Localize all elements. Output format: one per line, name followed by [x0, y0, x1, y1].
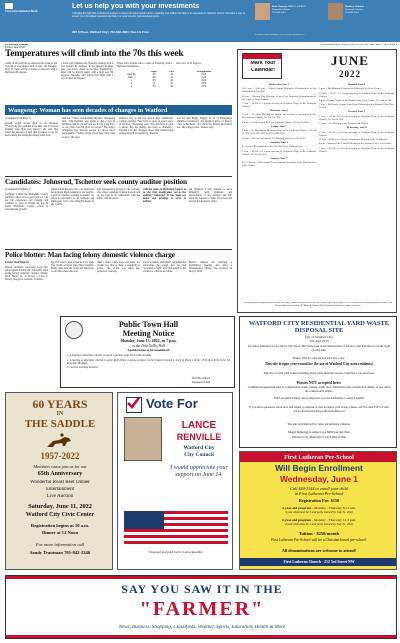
advisor-1-info	[272, 5, 324, 14]
calendar-list-right	[319, 83, 394, 301]
horse-rider-icon	[45, 432, 75, 450]
list-item: Friday, June 3	[271, 125, 287, 129]
saddle-line-3: THE SADDLE	[24, 418, 96, 430]
preschool-will-begin: Will Begin Enrollment	[275, 464, 363, 473]
weather-cell: 69	[152, 75, 156, 79]
list-item: 10 a.m. - McKenzie County Commission Meeting at the Courthouse.	[319, 137, 389, 141]
list-item: 12 p.m. - AA Meeting at the Presbyterian Church.	[319, 122, 369, 126]
weather-cell: 71	[152, 81, 156, 85]
advisor-1-name: Beth Clausen, ChFC®, CLTC®	[272, 5, 306, 8]
preschool-christian: First Lutheran Pre-School will be a Christian based pre-school.	[271, 538, 367, 542]
candidates-headline: Candidates: Johnsrud, Tschetter seek county auditor position	[5, 178, 187, 186]
office-line-2: City Council	[184, 452, 214, 458]
yard-waste-phone: 701-444-2533	[309, 340, 329, 343]
weather-cell: 0.00	[201, 72, 207, 76]
farmer-promo-line-2: "FARMER"	[139, 598, 265, 620]
town-hall-signer: Kari Kovaleva	[192, 377, 210, 380]
weather-cell: 2	[130, 78, 133, 82]
police-col-5: Bazzi's charges are awaiting a preliminary hearing date after a misdemeanor charge was received on May 6, 2022.	[189, 261, 232, 274]
list-item: Monday, June 6	[347, 83, 366, 86]
yard-waste-code: (Watford City Municipal Code 4-204, 4-104)	[291, 436, 347, 439]
yard-waste-monitored: The site is monitored by video surveillance cameras.	[287, 423, 351, 426]
list-item: 6 p.m. - Family Nights at the Watford City Civic Center, 213 2nd St. NE.	[319, 98, 393, 102]
weather-headline: Temperatures will climb into the 70s this week	[5, 49, 184, 59]
saddle-place: Watford City Civic Center	[25, 512, 95, 518]
vote-checkbox-icon	[126, 397, 142, 413]
town-hall-date: Monday, June 13, 2022, at 7 p.m.	[120, 339, 177, 343]
weather-th: Low	[169, 71, 174, 73]
yard-waste-hours: Hours: Will be open for use 24 hours a day.	[292, 357, 346, 360]
preschool-church-bar	[240, 558, 397, 566]
list-item: 8 p.m. - AA Meeting at the First Lutheran Church, 212 3rd St. NW.	[242, 120, 310, 124]
list-item: 5 p.m. - 'Big Mamma' Camp at the Watford City Civic Center.	[319, 87, 382, 91]
weather-byline-title: Farmer Staff Writer	[5, 45, 26, 49]
preschool-call-1: Call 444-3344 to enroll your child	[290, 487, 348, 491]
town-hall-agenda	[67, 354, 230, 376]
weather-cell: 68	[152, 72, 156, 76]
weather-cell: 44	[170, 75, 173, 79]
weather-table	[118, 71, 228, 89]
weather-cell: 41	[170, 81, 173, 85]
yard-waste-title: WATFORD CITY RESIDENTIAL YARD WASTE DISPOSAL SITE	[248, 320, 390, 335]
wangseng-col-4: ens. It's still Piggly Wiggly. In all of Wangseng's childhood memories, she keeps a piece of history close to her heart. "It's where her friends and family are. She's happy here," Kaiser says.	[177, 117, 232, 130]
weather-byline-author: By Ashleigh Plumper	[5, 44, 29, 46]
police-col-3: chief's office. Once Tow was done, the victim was able to make a statement to police. The victim was taken into protective custody.	[97, 261, 140, 274]
weather-cell: 63	[152, 78, 156, 82]
list-item: 7 p.m. - Al-Anon Meeting for family and friends of alcoholics at the Presbyterian Church, 106 5th Ave. NE.	[242, 113, 316, 120]
weather-cell: 0.00	[201, 78, 207, 82]
saddle-registration: Registration begins at 10 a.m.	[30, 523, 90, 528]
weather-cell: 0.00	[201, 75, 207, 79]
police-col-4: Upon speaking with Bazzi regarding the altercation, he stated that he had "provided a fight" and apologized to the victim for what he had done.	[143, 261, 186, 274]
yard-waste-public: This site is open year-round for the use of Watford City area residents!	[264, 362, 374, 366]
yard-waste-not-accepted-2: NOT accepted wastes can be disposed of at the McKenzie County Landfill.	[273, 397, 365, 400]
town-hall-venue: at the Twin Valley Hall	[132, 344, 165, 348]
weather-th: High	[151, 71, 157, 73]
list-item: Wednesday, June 8	[346, 126, 367, 130]
candidate-name-2: RENVILLE	[176, 432, 222, 442]
weather-th: Precipitation	[196, 71, 212, 73]
program-1-label: 3-year-old program	[282, 506, 312, 510]
town-hall-agenda-title: Agenda items to be considered:	[127, 349, 170, 352]
saddle-dinner: Dinner at 12 Noon	[41, 530, 79, 535]
yard-waste-location: Location: Entrance is on 11th St. SW, about 300 yards west of the intersection of 4th Ave. SW. Entrance is on the right (north) side.	[247, 345, 391, 352]
table-row	[118, 86, 228, 89]
saddle-anniversary: 65th Anniversary	[37, 471, 83, 477]
list-item: 10 a.m. - Watford City Welcome Center Golf Regional Championship at the Links of North Dakota.	[242, 94, 316, 101]
list-item: 6 p.m. - Watford City Council Meeting at the Watford City Civic Center.	[319, 142, 392, 146]
advisor-1-phone: 701.842.2381	[272, 11, 286, 14]
calendar-month: JUNE	[331, 54, 369, 68]
advisor-2-name: Matthew Tokaida	[345, 5, 364, 8]
police-col-1-text: Recent incidents involving local law enforcement include the following. Man facing felony domestic violence charge: Kodi Bazzi, 31, is facing a Class C Felony charge for domestic violence.	[5, 265, 48, 281]
preschool-ad	[239, 451, 397, 570]
police-col-2: ing and went to seek someone to be with. The victim escaped with minor injuries. Bazzi came into the room and asked her to tell him where she was.	[51, 261, 94, 274]
weather-cell: 0.00	[201, 84, 207, 88]
office-line-1: Watford City	[183, 445, 215, 451]
calendar-icon	[242, 53, 282, 79]
saddle-line-1: 60 YEARS	[32, 398, 88, 411]
wangseng-col-3: Watford City in the last decade that community workers rebuild. "You have to plan an event years in advance," Wangseng said. "You still have to plan it ahead. But the change has been so dramatic." Though a lot has changed, those who resided here in the past still recognize its character.	[119, 117, 173, 136]
wangseng-headline: Wangseng: Woman has seen decades of changes in Watford	[8, 106, 168, 114]
town-hall-title-1: Public Town Hall	[118, 320, 179, 329]
town-hall-agenda-1: 1. A hearing to determine whether to vacate a portion of the Town road and plats.	[67, 354, 152, 357]
advisor-2-title: Financial Advisor	[345, 8, 363, 11]
banner-headline: Let us help you with your investments	[72, 3, 200, 10]
calendar-footer: If you have upcoming events you would like listed, please send a postcard, call the Farmer office at 701-842-2351 or e-mail us at mcfarmer@mcfarmer.com. The Farmer office is located at 107 Main St. Watford City. Events are listed two weeks in advance.	[243, 302, 393, 307]
preschool-program-1-age: 3-year-olds must be 3 and potty trained by July 31, 2022	[284, 511, 353, 514]
weather-cell: 45	[170, 78, 173, 82]
advisor-2-phone: 701.842.2381	[345, 11, 359, 14]
saddle-club-ad	[5, 392, 113, 570]
list-item: 6 - 9 p.m. - Bloodmobile in the Fire Hall Tent, Watford City.	[242, 145, 303, 149]
banner-address: 900 6 Place, Watford City | 701-842-2381 | See Us First	[72, 31, 149, 34]
program-1-detail: Monday - Thursday 8-11 a.m.	[314, 506, 356, 510]
saddle-date: Saturday, June 11, 2022	[28, 503, 92, 510]
list-item: 12 p.m. - 24 Hr. AA Group meeting at Northern Hope at the Lutheran Church.	[319, 91, 394, 98]
preschool-title: First Lutheran Pre-School	[284, 453, 354, 461]
list-item: 7 a.m. - 24 Hr. AA Group meeting at Northern Hope at the Lutheran Church.	[319, 130, 394, 137]
preschool-program-2: 4-year-old program - Monday - Thursday 12-3 p.m.	[281, 518, 357, 522]
preschool-reg-fee: Registration Fee: $150	[298, 499, 340, 503]
program-2-label: 4-year-old program	[281, 518, 312, 522]
candidates-col-1-text: Tschetter: I think the McKenzie County Auditor's office is in a good place. I will use my experience and training and continue to grow to bridge the gap in under McKenzie County which is experiencing growth.	[5, 192, 48, 212]
preschool-date: Wednesday, June 1	[279, 475, 359, 484]
page-header: McKenzie County Farmer, Watford City, ND, Wed., June 1, 2022, Page 3	[320, 44, 397, 46]
saddle-event-2: Entertainment	[45, 487, 75, 492]
preschool-program-1: 3-year-old program - Monday - Thursday 8-11 a.m.	[282, 506, 356, 510]
saddle-event-3: Live Auction	[46, 494, 74, 499]
police-headline: Police blotter: Man facing felony domestic violence charge	[5, 251, 175, 259]
list-item: Thursday, June 2	[269, 109, 289, 113]
list-item: 7 p.m. - McKenzie County Park Board Meeting at the Watford City Civic Center.	[319, 103, 394, 110]
saddle-members: Members come join us for our	[33, 464, 87, 469]
wangseng-continued: (Continued from Page 1)	[5, 117, 31, 120]
candidates-col-3: cial transparency posted to the website. Our office continues to keep records and do our best to be transparent with the public and the press.	[97, 188, 140, 201]
weather-col-4: and a low of 45 degrees.	[176, 62, 202, 65]
preschool-all-welcome: All denominations are welcome to attend!	[281, 549, 357, 553]
vote-appreciate: I would appreciate your support on June 14.	[170, 465, 228, 478]
yard-waste-not-accepted: Commercial generated yard or compostable waste, pallets, trash, tires, demolition and construction debris, or any other un-compostable debris.	[247, 386, 391, 393]
candidates-continued: (Continued from Page 1)	[5, 188, 31, 191]
candidates-col-1	[5, 188, 48, 248]
wangseng-headline-bar	[5, 105, 232, 115]
vote-renville-ad	[117, 392, 233, 570]
investment-banner	[0, 0, 400, 42]
wangseng-col-2: find out. "I have seen nothing like this," Wangseng said. "My husband was going to get a job in Williston and we picked one up. It was a big blow to our plans, but I'm glad we stayed." But today, Wangseng has noticed people do move more permanently. "When people move here they want to stay," she says.	[62, 117, 115, 139]
weather-cell: 3	[130, 81, 133, 85]
vote-label: Vote For	[146, 397, 198, 411]
saddle-contact: Sandy Trautman 701-842-2246	[29, 550, 91, 555]
farmer-promo-stripe-top	[6, 576, 397, 579]
mark-your-calendar-line1: Mark Your	[250, 61, 276, 66]
wangseng-col-1-text: growth would reveal itself to us. Because "Everybody just gobbled more land, and it is more farming done than ever before," she said. She noted the amount of land that produces crops for each family has multiplied many times over.	[5, 121, 58, 137]
weather-cell: 42	[170, 72, 173, 76]
town-hall-notice	[60, 316, 235, 388]
list-item: Wednesday, June 1	[268, 83, 290, 86]
wangseng-col-1	[5, 117, 58, 174]
town-hall-signer-title: Treasurer/Clerk	[191, 381, 211, 384]
vote-paid-for: Prepared and paid for by Lance Renville	[149, 551, 203, 554]
weather-col-3: There will be some sun to come on Thursday with a high near 63 degrees	[117, 62, 172, 69]
list-item: Tuesday, June 7	[348, 110, 365, 114]
list-item: Saturday, June 4	[270, 140, 288, 144]
weather-cell: 64	[152, 84, 156, 88]
police-byline: Farmer Staff Reports	[5, 261, 29, 264]
weather-col-1: A mix of sun and rain is expected this week as the forecast is also mixed with clouds. On Tuesday, May 31, there will be a chance of showers with a high near 68 degrees.	[5, 62, 57, 75]
weather-cell: June 1	[128, 75, 135, 79]
weather-cell: May 31	[127, 72, 136, 76]
mark-your-calendar-line2: Calendar!	[251, 68, 275, 73]
yard-waste-accepts: This site accepts yard waste including grass, plant material, leaves, branches, roots and trees.	[263, 372, 375, 375]
calendar-box	[237, 49, 397, 313]
farmer-promo-tagline: News, Business, Shopping, Classifieds, Weather, Sports, Education, Health & More	[118, 625, 286, 630]
yard-waste-questions: If you have questions about how and where to dispose of non-accepted yard waste, please call 701-444-2533 or visit www.cityofwatfordcity.com/wastedisposal	[249, 406, 389, 413]
candidates-col-5: ted Tschetter: I will continue to serve diligently, with gratitude and appreciation of our citizens, and will work my hardest to make you proud and trust in the Auditor's office.	[189, 188, 232, 204]
banner-body: Changing the right mix of financial products to meet your future needs can be a daunting task without the help of an experienced, financial advisor. We make it easy to answer your investment questions and help you work towards your retirement goals.	[72, 12, 246, 19]
farmer-promo-line-1: SAY YOU SAW IT IN THE	[121, 583, 283, 596]
preschool-call-2: in First Lutheran Pre-School	[294, 492, 344, 496]
saddle-info-title: For more information call	[35, 542, 85, 547]
bank-logo-name: First International Bank	[5, 10, 38, 13]
list-item: 7 p.m. - 24 Hr. AA Group meeting at Northern Hope at the Lutheran Church, 212 3rd St. NW.	[242, 149, 316, 156]
banner-disclaimer: Securities offered through Cetera Advisor Networks LLC	[255, 34, 306, 36]
candidates-col-4: with the voters of McKenzie County as to why they should elect you as the auditor? Johnsrud: It has been my honor and privilege to serve as auditor.	[143, 188, 186, 204]
calendar-list-left	[242, 83, 316, 301]
list-item: 7 p.m. - 24 Hr. AA Group meeting at Northern Hope at the Lutheran Church, 212 3rd St. NW.	[319, 114, 394, 121]
weather-cell: 4	[130, 84, 133, 88]
program-2-detail: Monday - Thursday 12-3 p.m.	[314, 518, 357, 522]
preschool-tuition: Tuition - $250/month	[298, 531, 340, 536]
preschool-church: First Lutheran Church - 212 3rd Street NW	[283, 559, 355, 564]
candidate-name-1: LANCE	[181, 420, 217, 431]
saddle-years: 1957-2022	[40, 451, 80, 461]
list-item: 7 p.m. - 24 Hr. AA Group meeting at Northern Hope at the Lutheran Church.	[242, 101, 316, 108]
weather-col-2: Clouds will continue into Tuesday evening with a low around 42 degrees. If the ground weather gets you down, cheer up because Wednesday's skies will be mostly sunny with a high near 69 degrees. Thursday will follow that night with a low around 44 degrees.	[61, 62, 113, 81]
yard-waste-city: City of Watford City	[304, 336, 333, 339]
weather-cell: 43	[170, 84, 173, 88]
candidate-photo	[124, 417, 162, 461]
saddle-line-2: IN	[56, 411, 64, 417]
police-col-1	[5, 261, 48, 313]
saddle-event-1: Wonderful Roast Beef Dinner	[30, 480, 90, 485]
preschool-program-2-age: 4-year-olds must be 4 and potty trained by July 31, 2022	[284, 523, 353, 526]
town-hall-agenda-3: 3. General township business.	[67, 366, 99, 370]
list-item: Sunday, June 5	[270, 156, 288, 160]
preschool-title-bar	[240, 452, 397, 462]
advisor-1-title: Financial Advisor	[272, 8, 290, 11]
list-item: 9 a.m. - AA Meeting at Northern Hope at the Lutheran Church, 212 3rd St. NW (701) 842-2381 or (701) 842-2381.	[242, 129, 316, 136]
weather-cell: 0.00	[201, 81, 207, 85]
farmer-promo-stripe-bottom	[6, 635, 397, 638]
candidates-col-2: Johnsrud: In the past year, our office has made many improvements to our service. I plan to continue working to ensure our office is responsive to our residents and employees and to the changing needs of the county.	[51, 188, 94, 207]
town-hall-title-2: Meeting Notice	[122, 329, 175, 338]
advisor-photo-2	[328, 3, 343, 20]
bank-logo	[5, 3, 63, 17]
list-item: 12 p.m. - 'We Are Not Saints' AA Meeting at Glory of the Lord.	[242, 136, 306, 140]
list-item: 9:00 a.m. - 5:00 p.m. - Ward County Ministries Bloodmobile at the Watford City Fire Hall.	[242, 87, 316, 94]
town-hall-agenda-2: 2. A hearing to determine whether to grant Keith Bruce a zoning variance on the property located in Lot 8 of Block 2 of Sec 13-T149 of R 99 of the 5th Principal Meridian.	[67, 358, 230, 365]
list-item: 8 - 11:30 a.m. - 26th Annual Lions Pancake Breakfast at the Watford City Civic Center.	[242, 161, 316, 168]
yard-waste-notice	[239, 316, 397, 448]
bank-logo-icon	[5, 3, 13, 9]
farmer-promo-ad	[5, 575, 397, 639]
advisor-2-info	[345, 5, 397, 14]
advisor-photo-1	[255, 3, 270, 20]
yard-waste-not-accepted-title: Wastes NOT accepted here:	[296, 381, 342, 385]
yard-waste-illegal: Illegal dumping is subject to a $999 per day fine.	[287, 431, 351, 434]
flag-stripes	[124, 511, 228, 545]
calendar-year: 2022	[339, 69, 361, 79]
list-item: 7 p.m. - 24 Hr. AA Group meeting at Northern Hope at the Lutheran Church.	[319, 146, 394, 153]
